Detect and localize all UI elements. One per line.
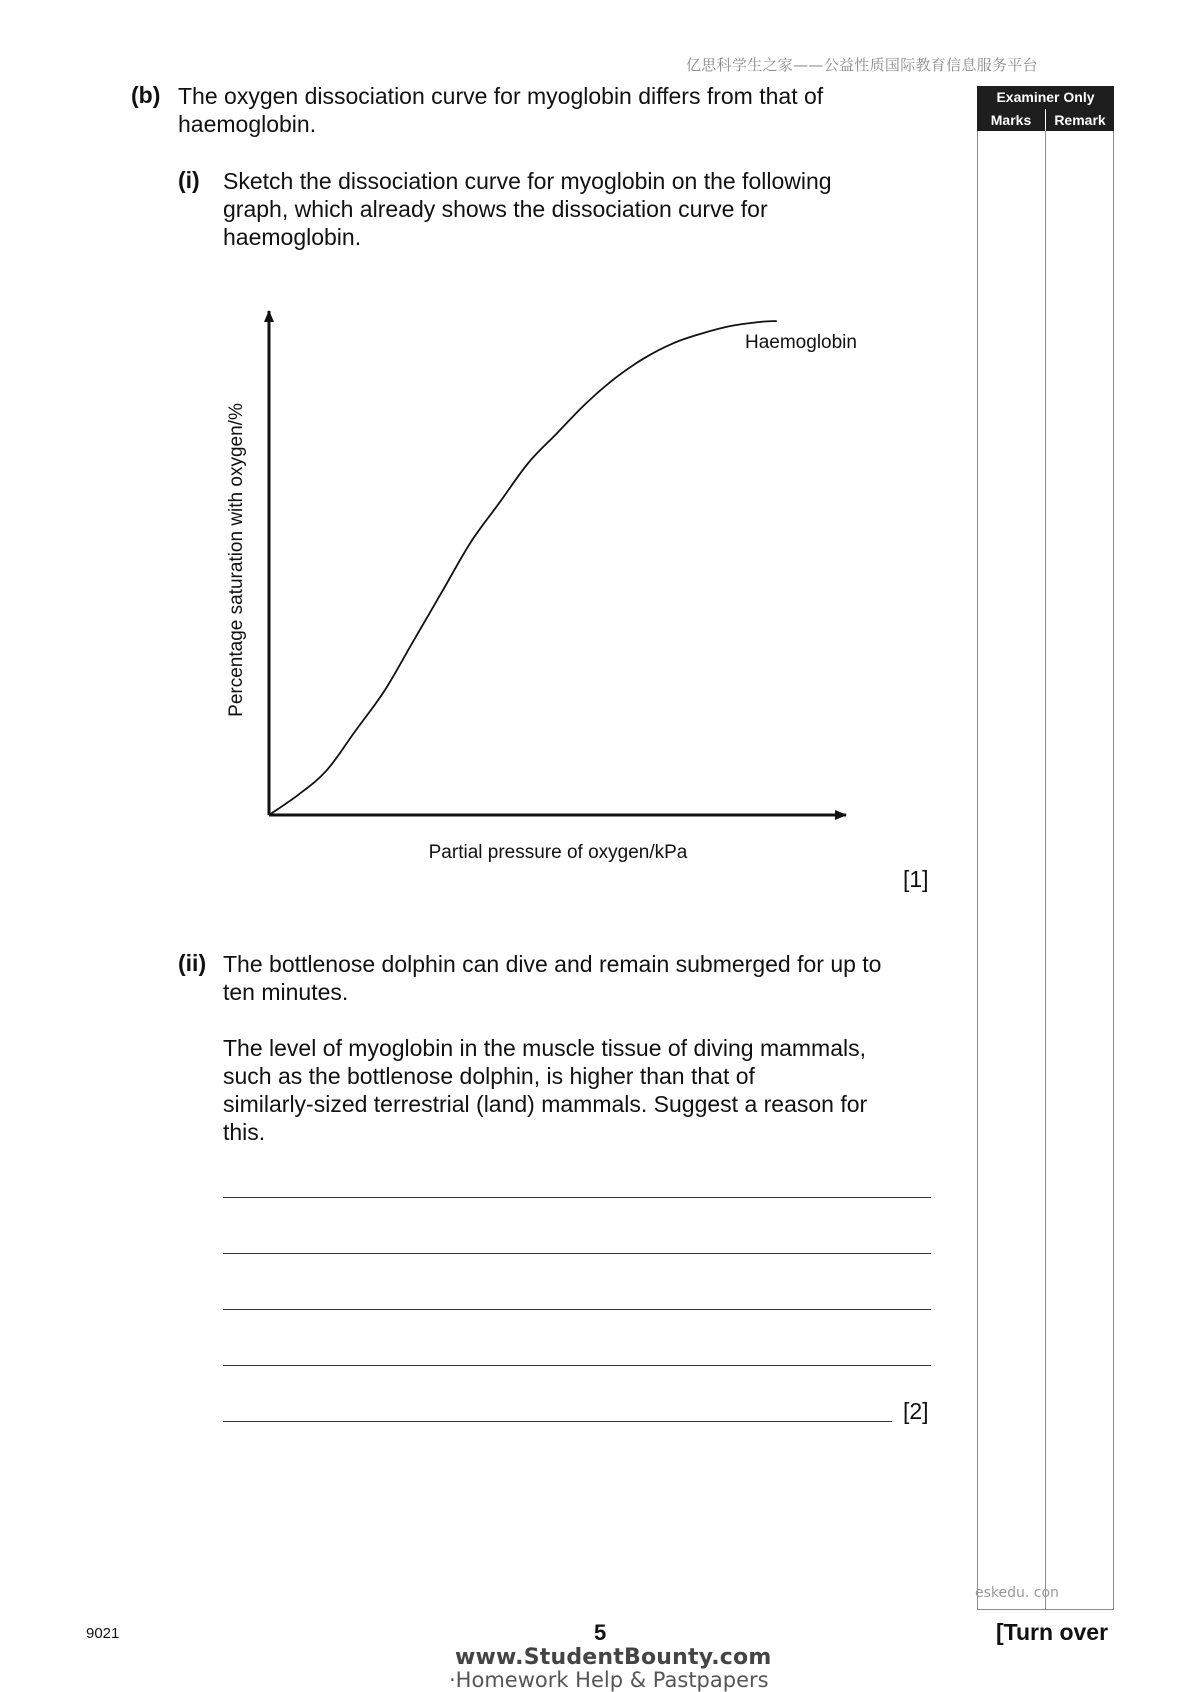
watermark-top: 亿思科学生之家——公益性质国际教育信息服务平台: [686, 56, 1038, 74]
part-ii-p2-line-2: such as the bottlenose dolphin, is higher than that of: [223, 1063, 755, 1089]
answer-line-1[interactable]: [223, 1197, 931, 1198]
remark-header: Remark: [1046, 109, 1114, 131]
studentbounty-watermark: www.StudentBounty.com: [455, 1645, 772, 1670]
haemoglobin-curve: [269, 321, 777, 815]
part-ii-label: (ii): [178, 950, 207, 976]
part-ii-p1-line-1: The bottlenose dolphin can dive and remain submerged for up to: [223, 951, 882, 977]
part-i-text-line-3: haemoglobin.: [223, 224, 362, 250]
turn-over: [Turn over: [996, 1619, 1109, 1645]
studentbounty-tagline: ·Homework Help & Pastpapers: [449, 1668, 769, 1692]
examiner-only-header: Examiner Only: [977, 86, 1114, 109]
answer-line-2[interactable]: [223, 1253, 931, 1254]
y-axis-label: Percentage saturation with oxygen/%: [226, 403, 247, 717]
paper-code: 9021: [86, 1625, 120, 1642]
question-text-line-1: The oxygen dissociation curve for myoglobin differs from that of: [178, 83, 824, 109]
x-axis-label: Partial pressure of oxygen/kPa: [428, 842, 688, 863]
part-ii-mark: [2]: [903, 1398, 929, 1424]
part-i-text-line-1: Sketch the dissociation curve for myoglobin on the following: [223, 168, 832, 194]
part-i-label: (i): [178, 167, 200, 193]
watermark-bottom-right: eskedu. con: [975, 1585, 1059, 1601]
page-number: 5: [594, 1620, 607, 1645]
answer-line-3[interactable]: [223, 1309, 931, 1310]
question-label: (b): [131, 82, 161, 108]
part-i-mark: [1]: [903, 866, 929, 892]
part-i-text-line-2: graph, which already shows the dissociation curve for: [223, 196, 768, 222]
question-text-line-2: haemoglobin.: [178, 111, 317, 137]
answer-line-4[interactable]: [223, 1365, 931, 1366]
marks-header: Marks: [977, 109, 1045, 131]
haemoglobin-label: Haemoglobin: [745, 332, 857, 353]
part-ii-p1-line-2: ten minutes.: [223, 979, 349, 1005]
part-ii-p2-line-4: this.: [223, 1119, 266, 1145]
answer-line-5[interactable]: [223, 1421, 892, 1422]
part-ii-p2-line-3: similarly-sized terrestrial (land) mammals. Suggest a reason for: [223, 1091, 868, 1117]
part-ii-p2-line-1: The level of myoglobin in the muscle tissue of diving mammals,: [223, 1035, 867, 1061]
